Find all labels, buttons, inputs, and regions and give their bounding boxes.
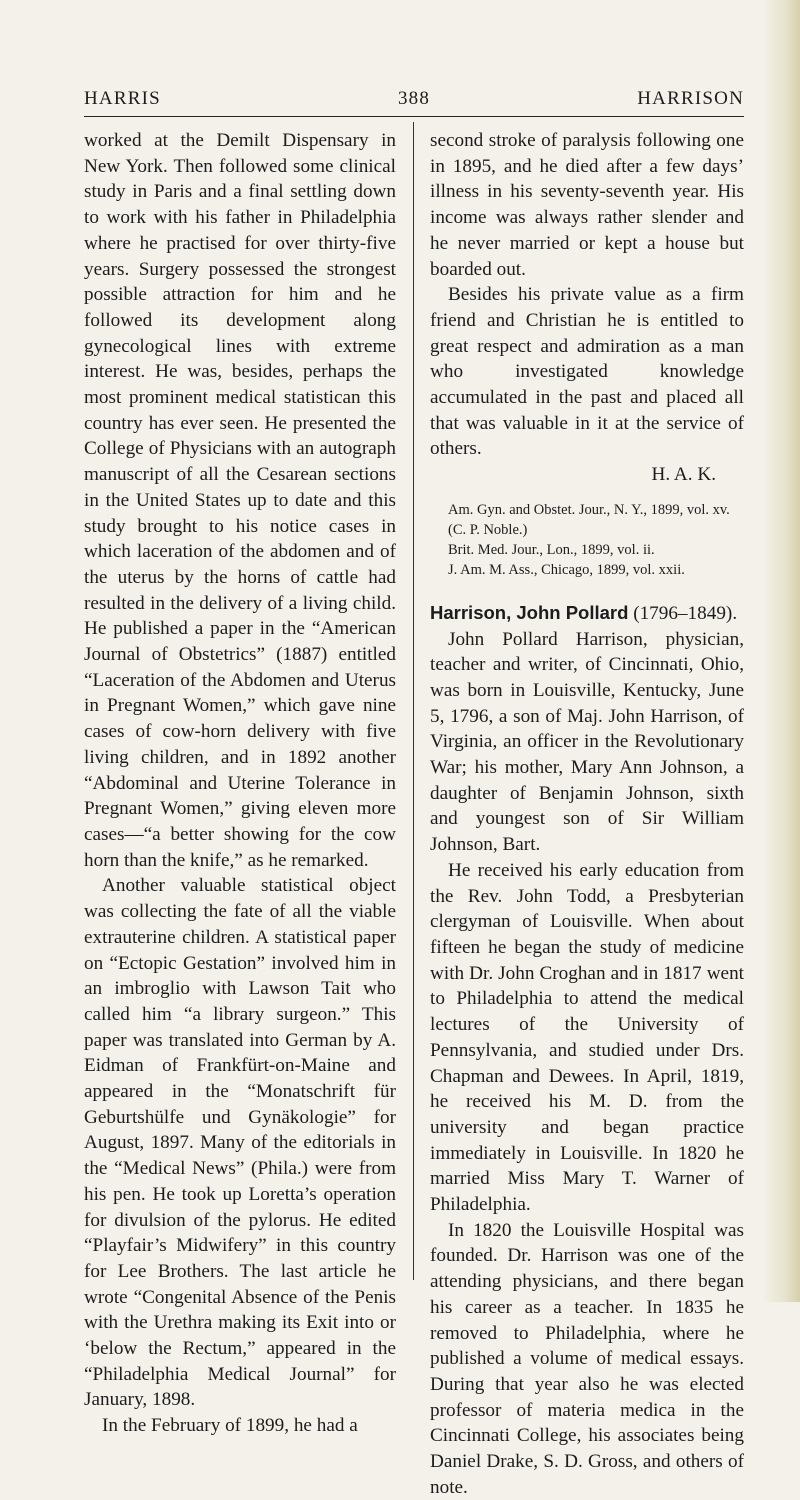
page-edge-shadow xyxy=(762,0,800,1302)
entry-paragraph-2: He received his early education from the Rev. John Todd, a Presbyterian clergyman of Louisville. When about fifteen he began the study of medicine with Dr. John Croghan and in 1817 went to Philadelphia to attend the medical lectures of the University of Pennsylvania, and studied under Drs. Chapman and Dewees. In April, 1819, he received his M. D. from the university and began practice immediately in Louisville. In 1820 he married Miss Mary T. Warner of Philadelphia. xyxy=(430,859,744,1216)
header-right-name: HARRISON xyxy=(637,88,744,109)
left-column xyxy=(84,128,396,1439)
entry-name: Harrison, John Pollard xyxy=(430,601,629,623)
right-paragraph-continuation: second stroke of paralysis following one in 1895, and he died after a few days’ illness in his seventy-seventh year. His income was always rather slender and he never married or kept a house but boarded out. xyxy=(430,130,744,280)
left-paragraph-3: In the February of 1899, he had a xyxy=(102,1415,358,1437)
entry-heading xyxy=(430,600,744,627)
entry-dates: (1796–1849). xyxy=(633,602,738,624)
running-header xyxy=(84,88,744,116)
right-paragraph-2: Besides his private value as a firm friend and Christian he is entitled to great respect and admiration as a man who investigated knowledge accumulated in the past and placed all that was valuable in it at the service of others. xyxy=(430,284,744,460)
header-left-name: HARRIS xyxy=(84,88,161,109)
reference-item: J. Am. M. Ass., Chicago, 1899, vol. xxii. xyxy=(448,561,685,578)
author-initials: H. A. K. xyxy=(651,464,716,486)
entry-paragraph-1: John Pollard Harrison, physician, teacher and writer, of Cincinnati, Ohio, was born in Louisville, Kentucky, June 5, 1796, a son of Maj. John Harrison, of Virginia, an officer in the Revolutionary War; his mother, Mary Ann Johnson, a daughter of Benjamin Johnson, sixth and youngest son of Sir William Johnson, Bart. xyxy=(430,628,744,856)
page-number: 388 xyxy=(397,88,431,109)
right-column xyxy=(430,128,744,1500)
reference-item: Am. Gyn. and Obstet. Jour., N. Y., 1899, vol. xv. (C. P. Noble.) xyxy=(448,501,730,538)
header-rule xyxy=(84,116,744,117)
entry-paragraph-3: In 1820 the Louisville Hospital was founded. Dr. Harrison was one of the attending physicians, and there began his career as a teacher. In 1835 he removed to Philadelphia, where he published a volume of medical essays. During that year also he was elected professor of materia medica in the Cincinnati College, his associates being Daniel Drake, S. D. Gross, and others of note. xyxy=(430,1219,744,1498)
left-paragraph-2: Another valuable statistical object was collecting the fate of all the viable extrauterine children. A statistical paper on “Ectopic Gestation” involved him in an imbroglio with Lawson Tait who called him “a library surgeon.” This paper was translated into German by A. Eidman of Frankfürt-on-Maine and appeared in the “Monatschrift für Geburtshülfe und Gynäkologie” for August, 1897. Many of the editorials in the “Medical News” (Phila.) were from his pen. He took up Loretta’s operation for divulsion of the pylorus. He edited “Playfair’s Midwifery” in this country for Lee Brothers. The last article he wrote “Congenital Absence of the Penis with the Urethra making its Exit into or ‘below the Rectum,” appeared in the “Philadelphia Medical Journal” for January, 1898. xyxy=(84,875,396,1411)
column-divider xyxy=(413,122,414,1280)
left-paragraph-1: worked at the Demilt Dispensary in New York. Then followed some clinical study in Paris and a final settling down to work with his father in Philadelphia where he practised for over thirty-five years. Surgery possessed the strongest possible attraction for him and he followed its development along gynecological lines with extreme interest. He was, besides, perhaps the most prominent medical statistican this country has ever seen. He presented the College of Physicians with an autograph manuscript of all the Cesarean sections in the United States up to date and this study brought to his notice cases in which laceration of the abdomen and of the uterus by the horns of cattle had resulted in the delivery of a living child. He published a paper in the “American Journal of Obstetrics” (1887) entitled “Laceration of the Abdomen and Uterus in Pregnant Women,” which gave nine cases of cow-horn delivery with five living children, and in 1892 another “Abdominal and Uterine Tolerance in Pregnant Women,” giving eleven more cases—“a better showing for the cow horn than the knife,” as he remarked. xyxy=(84,130,396,871)
reference-item: Brit. Med. Jour., Lon., 1899, vol. ii. xyxy=(448,541,655,558)
references-list xyxy=(430,500,744,580)
